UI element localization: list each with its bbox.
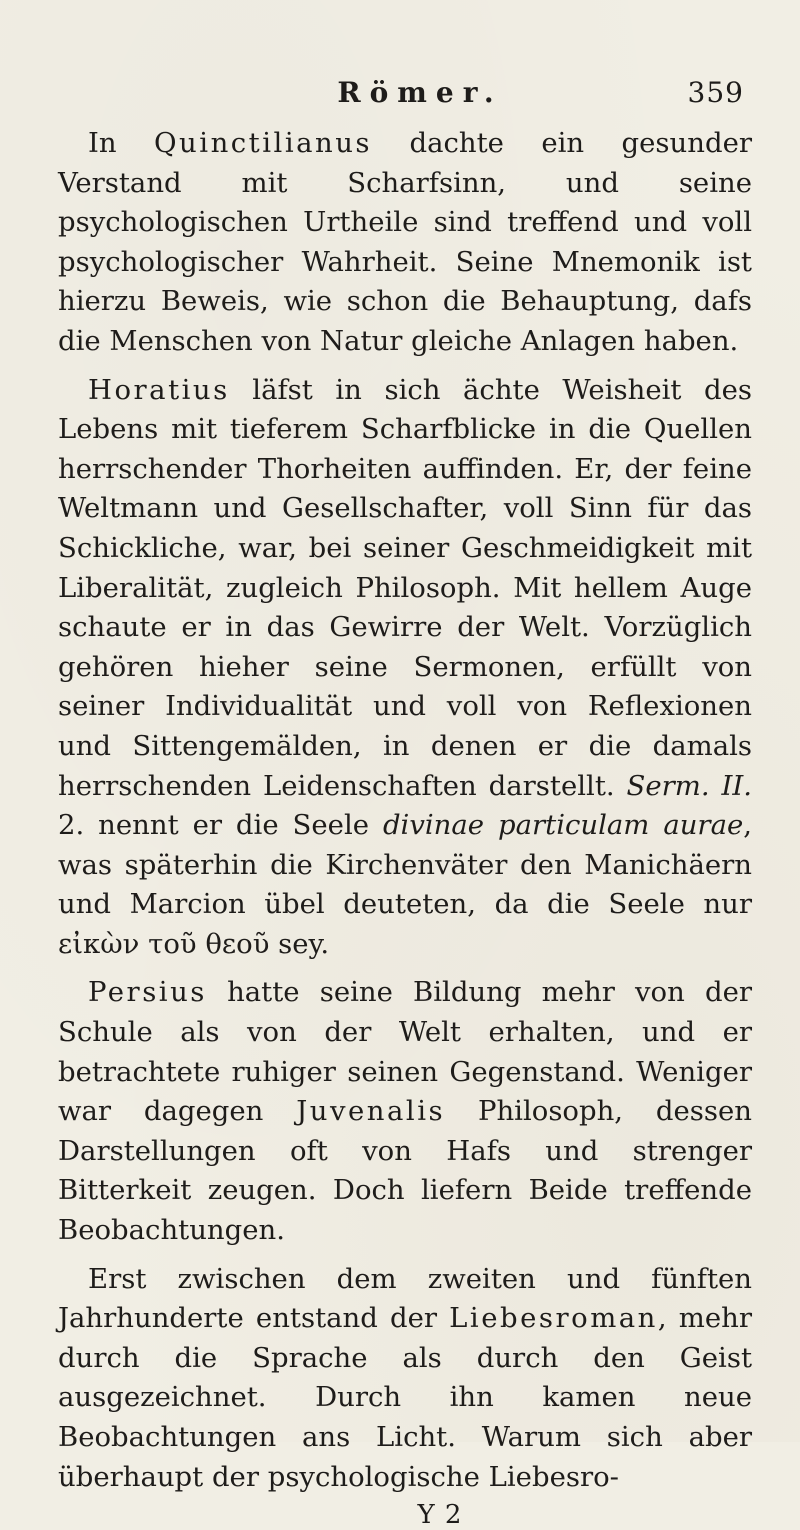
paragraph-text: In xyxy=(88,127,155,159)
running-head: Römer. xyxy=(337,76,503,109)
person-name-quinctilianus: Quinctilianus xyxy=(154,127,373,159)
paragraph-text: sey. xyxy=(269,927,330,960)
signature-mark: Y 2 xyxy=(417,1500,463,1530)
page-header xyxy=(58,62,752,112)
paragraph-text: läfst in sich ächte Weisheit des Lebens mit tieferem Scharfblicke in die Quellen herrschender Thorheiten auffinden. Er, der feine Weltmann und Gesellschafter, voll Sinn für das Schickliche, war, bei seiner Geschmeidigkeit mit Liberalität, zugleich Philosoph. Mit hellem Auge schaute er in das Gewirre der Welt. Vorzüglich gehören hieher seine Sermonen, erfüllt von seiner Individualität und voll von Reflexionen und Sittengemälden, in denen er die damals herrschenden Leidenschaften darstellt. xyxy=(58,373,752,802)
paragraph-text: hatte seine Bildung mehr von der Schule als von der Welt erhalten, und er betrachtete ruhiger seinen Gegenstand. Weniger war dagegen xyxy=(58,976,752,1128)
person-name-horatius: Horatius xyxy=(88,373,230,406)
paragraph-text: dachte ein gesunder Verstand mit Scharfsinn, und seine psychologischen Urtheile sind treffend und voll psychologischer Wahrheit. Seine Mnemonik ist hierzu Beweis, wie schon die Behauptung, dafs die Menschen von Natur gleiche Anlagen haben. xyxy=(58,127,752,357)
paragraph-text: , was späterhin die Kirchenväter den Manichäern und Marcion übel deuteten, da die Seele nur xyxy=(58,809,752,921)
paragraph-text: 2. nennt er die Seele xyxy=(58,809,383,842)
body-text xyxy=(58,124,752,1530)
paragraph-text: Philosoph, dessen Darstellungen oft von Hafs und strenger Bitterkeit zeugen. Doch liefern Beide treffende Beobachtungen. xyxy=(58,1095,752,1247)
paragraph-text: Erst zwischen dem zweiten und fünften Jahrhunderte entstand der xyxy=(58,1262,752,1335)
latin-quote: divinae particulam aurae xyxy=(382,809,744,842)
paragraph-quinctilianus xyxy=(58,124,752,362)
citation-sermones: Serm. II. xyxy=(626,769,752,802)
person-name-juvenalis: Juvenalis xyxy=(296,1095,446,1128)
paragraph-liebesroman xyxy=(58,1260,752,1498)
paragraph-horatius xyxy=(58,371,752,965)
paragraph-persius xyxy=(58,973,752,1250)
term-liebesroman: Liebesroman xyxy=(449,1302,658,1335)
page-number: 359 xyxy=(687,76,744,109)
person-name-persius: Persius xyxy=(88,976,207,1009)
greek-quote: εἰκὼν τοῦ θεοῦ xyxy=(58,927,270,960)
paragraph-text: , mehr durch die Sprache als durch den Geist ausgezeichnet. Durch ihn kamen neue Beobachtungen ans Licht. Warum sich aber überhaupt der psychologische Liebesro- xyxy=(58,1302,752,1493)
